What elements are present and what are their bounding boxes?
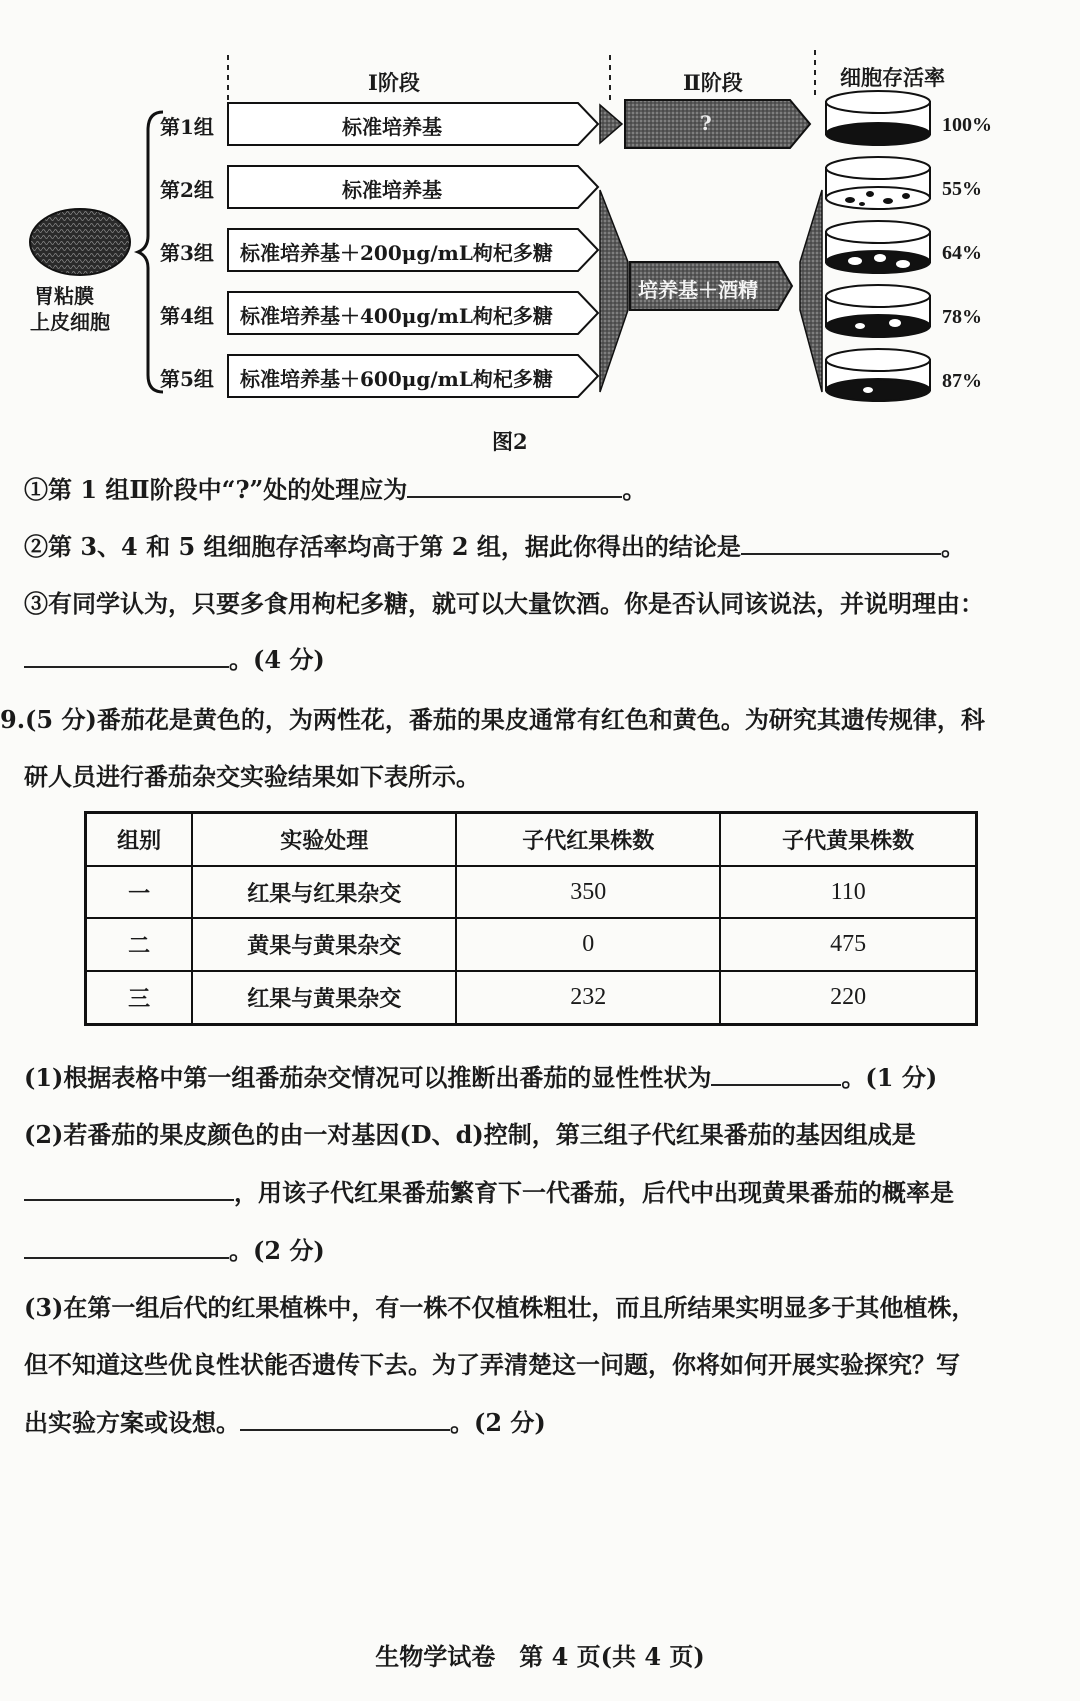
rate-group-5: 87% <box>942 370 982 392</box>
figure-caption: 图2 <box>492 429 528 454</box>
q8-part3-end: 。(4 分) <box>229 645 325 674</box>
group-4-label: 第4组 <box>160 304 214 328</box>
q9-sub3-line3 <box>24 1403 546 1438</box>
group-2-medium: 标准培养基 <box>342 178 442 202</box>
answer-blank[interactable] <box>407 474 622 498</box>
table-cell: 红果与红果杂交 <box>192 866 456 919</box>
table-cell: 黄果与黄果杂交 <box>192 918 456 971</box>
answer-blank[interactable] <box>24 1177 234 1201</box>
cell-label-line1: 胃粘膜 <box>34 284 94 308</box>
group-3-label: 第3组 <box>160 241 214 265</box>
table-cell: 110 <box>720 866 976 919</box>
q9-sub3-end: 。(2 分) <box>450 1408 546 1437</box>
table-cell: 220 <box>720 971 976 1024</box>
arrowhead-group-1 <box>600 105 622 143</box>
cell-tissue-icon <box>30 209 130 275</box>
answer-blank[interactable] <box>711 1062 841 1086</box>
answer-blank[interactable] <box>240 1407 450 1431</box>
group-5-medium: 标准培养基＋600μg/mL枸杞多糖 <box>240 367 553 391</box>
q9-sub3-text: 出实验方案或设想。 <box>24 1408 240 1437</box>
cell-label-line2: 上皮细胞 <box>30 310 110 334</box>
group-1-medium: 标准培养基 <box>342 115 442 139</box>
table-cell: 232 <box>456 971 720 1024</box>
answer-blank[interactable] <box>741 531 941 555</box>
q9-sub2-end: 。(2 分) <box>229 1236 325 1265</box>
stage2-question-mark: ? <box>700 111 712 135</box>
group-1-label: 第1组 <box>160 115 214 139</box>
q9-sub1-text: (1)根据表格中第一组番茄杂交情况可以推断出番茄的显性性状为 <box>24 1063 712 1092</box>
figure-2 <box>0 0 1080 454</box>
table-header: 组别 <box>86 813 193 866</box>
stage2-label: Ⅱ阶段 <box>683 70 743 95</box>
group-4-medium: 标准培养基＋400μg/mL枸杞多糖 <box>240 304 553 328</box>
table-cell: 二 <box>86 918 193 971</box>
table-header: 子代黄果株数 <box>720 813 976 866</box>
petri-dish-1 <box>826 91 930 145</box>
q8-part2-text: ②第 3、4 和 5 组细胞存活率均高于第 2 组，据此你得出的结论是 <box>24 532 741 561</box>
petri-dish-2 <box>826 157 930 209</box>
q9-sub3-line1: (3)在第一组后代的红果植株中，有一株不仅植株粗壮，而且所结果实明显多于其他植株， <box>24 1293 976 1322</box>
q8-part1-text: ①第 1 组Ⅱ阶段中“?”处的处理应为 <box>24 475 408 504</box>
petri-dish-5 <box>826 349 930 401</box>
q8-part2-end: 。 <box>940 532 965 561</box>
q9-sub2-text: ，用该子代红果番茄繁育下一代番茄，后代中出现黄果番茄的概率是 <box>234 1178 954 1207</box>
q9-sub3-line2: 但不知道这些优良性状能否遗传下去。为了弄清楚这一问题，你将如何开展实验探究？写 <box>24 1350 960 1379</box>
q8-part2 <box>24 527 965 562</box>
table-cell: 红果与黄果杂交 <box>192 971 456 1024</box>
table-header-row <box>86 813 977 866</box>
q9-sub2-line1: (2)若番茄的果皮颜色的由一对基因(D、d)控制，第三组子代红果番茄的基因组成是 <box>24 1120 916 1149</box>
rate-group-1: 100% <box>942 114 992 136</box>
q9-sub1 <box>24 1058 937 1093</box>
table-cell: 475 <box>720 918 976 971</box>
stage2-block-group-1 <box>625 100 810 148</box>
q8-part1 <box>24 470 646 505</box>
split-funnel <box>800 190 822 392</box>
table-cell: 0 <box>456 918 720 971</box>
q8-part1-end: 。 <box>622 475 647 504</box>
answer-blank[interactable] <box>24 1235 229 1259</box>
table-row <box>86 971 977 1024</box>
cross-results-table <box>84 811 978 1026</box>
table-header: 子代红果株数 <box>456 813 720 866</box>
survival-header: 细胞存活率 <box>840 65 945 90</box>
group-3-medium: 标准培养基＋200μg/mL枸杞多糖 <box>240 241 553 265</box>
rate-group-2: 55% <box>942 178 982 200</box>
rate-group-4: 78% <box>942 306 982 328</box>
rate-group-3: 64% <box>942 242 982 264</box>
q9-intro-line2: 研人员进行番茄杂交实验结果如下表所示。 <box>24 762 480 791</box>
petri-dish-4 <box>826 285 930 337</box>
q8-part3: ③有同学认为，只要多食用枸杞多糖，就可以大量饮酒。你是否认同该说法，并说明理由： <box>24 589 984 618</box>
table-header: 实验处理 <box>192 813 456 866</box>
petri-dish-3 <box>826 221 930 273</box>
table-row <box>86 866 977 919</box>
q9-sub2-line3 <box>24 1231 325 1266</box>
table-cell: 一 <box>86 866 193 919</box>
merge-funnel <box>600 190 628 392</box>
q8-part3-answer-line <box>24 640 325 675</box>
q9-intro-line1: 9.(5 分)番茄花是黄色的，为两性花，番茄的果皮通常有红色和黄色。为研究其遗传规律，科 <box>0 705 985 734</box>
page-footer: 生物学试卷 第 4 页(共 4 页) <box>375 1642 705 1671</box>
table-cell: 350 <box>456 866 720 919</box>
group-5-label: 第5组 <box>160 367 214 391</box>
q9-sub1-end: 。(1 分) <box>841 1063 938 1092</box>
stage1-label: Ⅰ阶段 <box>368 70 420 95</box>
table-row <box>86 918 977 971</box>
stage2-shared-label: 培养基＋酒精 <box>638 278 758 302</box>
table-cell: 三 <box>86 971 193 1024</box>
answer-blank[interactable] <box>24 644 229 668</box>
q9-sub2-line2 <box>24 1173 954 1208</box>
group-2-label: 第2组 <box>160 178 214 202</box>
